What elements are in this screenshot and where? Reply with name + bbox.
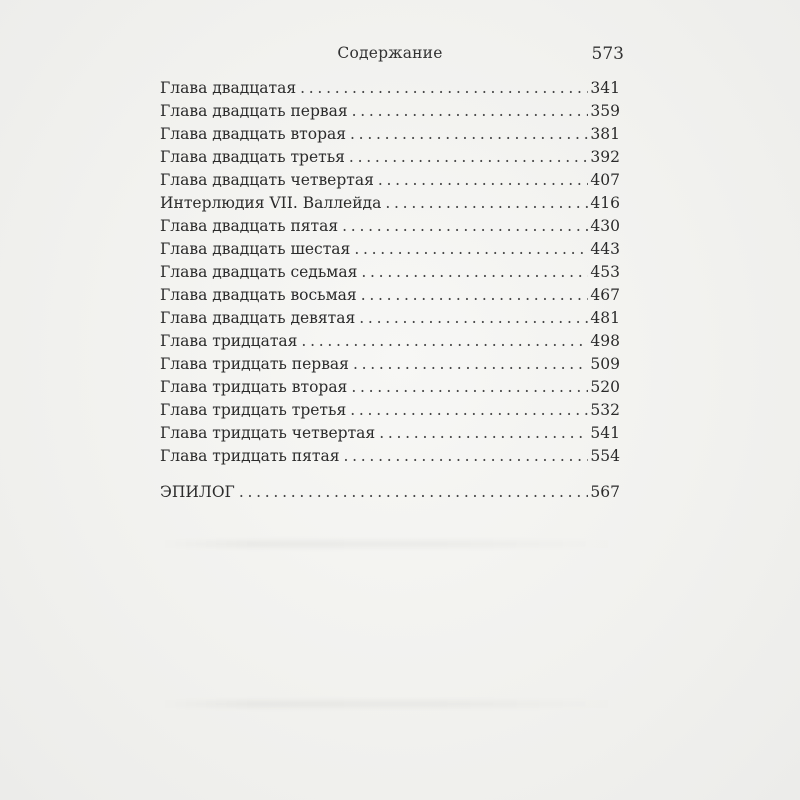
toc-entry-title: Глава двадцать седьмая [160,263,358,281]
dot-leader [354,238,588,261]
toc-entry-page: 430 [590,217,620,235]
dot-leader [342,215,588,238]
dot-leader [361,284,589,307]
toc-entry-title: Глава двадцать первая [160,102,348,120]
toc-entry-page: 381 [590,125,620,143]
dot-leader [378,169,589,192]
dot-leader [349,146,588,169]
toc-entry-page: 532 [590,401,620,419]
toc-entry-page: 520 [590,378,620,396]
toc-entry-title: Глава двадцать пятая [160,217,339,235]
toc-entry-title: Глава тридцать вторая [160,378,348,396]
dot-leader [301,330,588,353]
toc-entry-title: Глава двадцать восьмая [160,286,357,304]
toc-entry [160,146,620,169]
toc-entry-title: Глава двадцатая [160,79,297,97]
toc-entry-title: ЭПИЛОГ [160,483,235,501]
toc-entry-page: 453 [590,263,620,281]
toc-entry-title: Глава двадцать шестая [160,240,351,258]
toc-entry-title: Глава двадцать четвертая [160,171,374,189]
toc-entry [160,330,620,353]
toc-entry [160,192,620,215]
toc-entry [160,123,620,146]
dot-leader [343,445,588,468]
dot-leader [385,192,588,215]
toc-entry [160,77,620,100]
dot-leader [351,376,588,399]
toc-entry-epilogue [160,481,620,504]
show-through-shadow [160,700,620,708]
dot-leader [300,77,588,100]
table-of-contents [160,77,620,504]
page-title: Содержание [337,44,443,62]
toc-entry [160,284,620,307]
toc-entry [160,238,620,261]
toc-entry-page: 509 [590,355,620,373]
toc-entry-page: 341 [590,79,620,97]
toc-entry [160,399,620,422]
toc-entry [160,215,620,238]
toc-entry [160,445,620,468]
toc-entry [160,169,620,192]
dot-leader [239,481,589,504]
dot-leader [350,123,588,146]
dot-leader [352,100,589,123]
dot-leader [379,422,588,445]
toc-entry-title: Глава двадцать девятая [160,309,356,327]
toc-entry-page: 467 [590,286,620,304]
toc-entry-page: 481 [590,309,620,327]
toc-entry [160,353,620,376]
toc-entry-page: 541 [590,424,620,442]
page-number: 573 [591,44,624,64]
toc-entry [160,376,620,399]
toc-entry-title: Глава тридцатая [160,332,298,350]
show-through-shadow [160,540,620,548]
toc-entry-page: 359 [590,102,620,120]
dot-leader [359,307,588,330]
dot-leader [350,399,588,422]
toc-entry-page: 407 [590,171,620,189]
toc-entry-title: Глава тридцать первая [160,355,349,373]
toc-entry-page: 554 [590,447,620,465]
toc-entry-title: Глава тридцать четвертая [160,424,376,442]
toc-entry-title: Глава тридцать пятая [160,447,340,465]
dot-leader [353,353,588,376]
toc-entry [160,422,620,445]
toc-entry-title: Глава двадцать третья [160,148,345,166]
toc-entry-page: 416 [590,194,620,212]
toc-entry-title: Интерлюдия VII. Валлейда [160,194,382,212]
toc-entry-page: 443 [590,240,620,258]
toc-entry [160,261,620,284]
toc-entry-page: 567 [590,483,620,501]
toc-entry-page: 392 [590,148,620,166]
toc-entry-page: 498 [590,332,620,350]
dot-leader [361,261,588,284]
toc-entry-title: Глава тридцать третья [160,401,347,419]
toc-entry [160,307,620,330]
toc-entry-title: Глава двадцать вторая [160,125,347,143]
running-head [160,44,624,72]
toc-entry [160,100,620,123]
